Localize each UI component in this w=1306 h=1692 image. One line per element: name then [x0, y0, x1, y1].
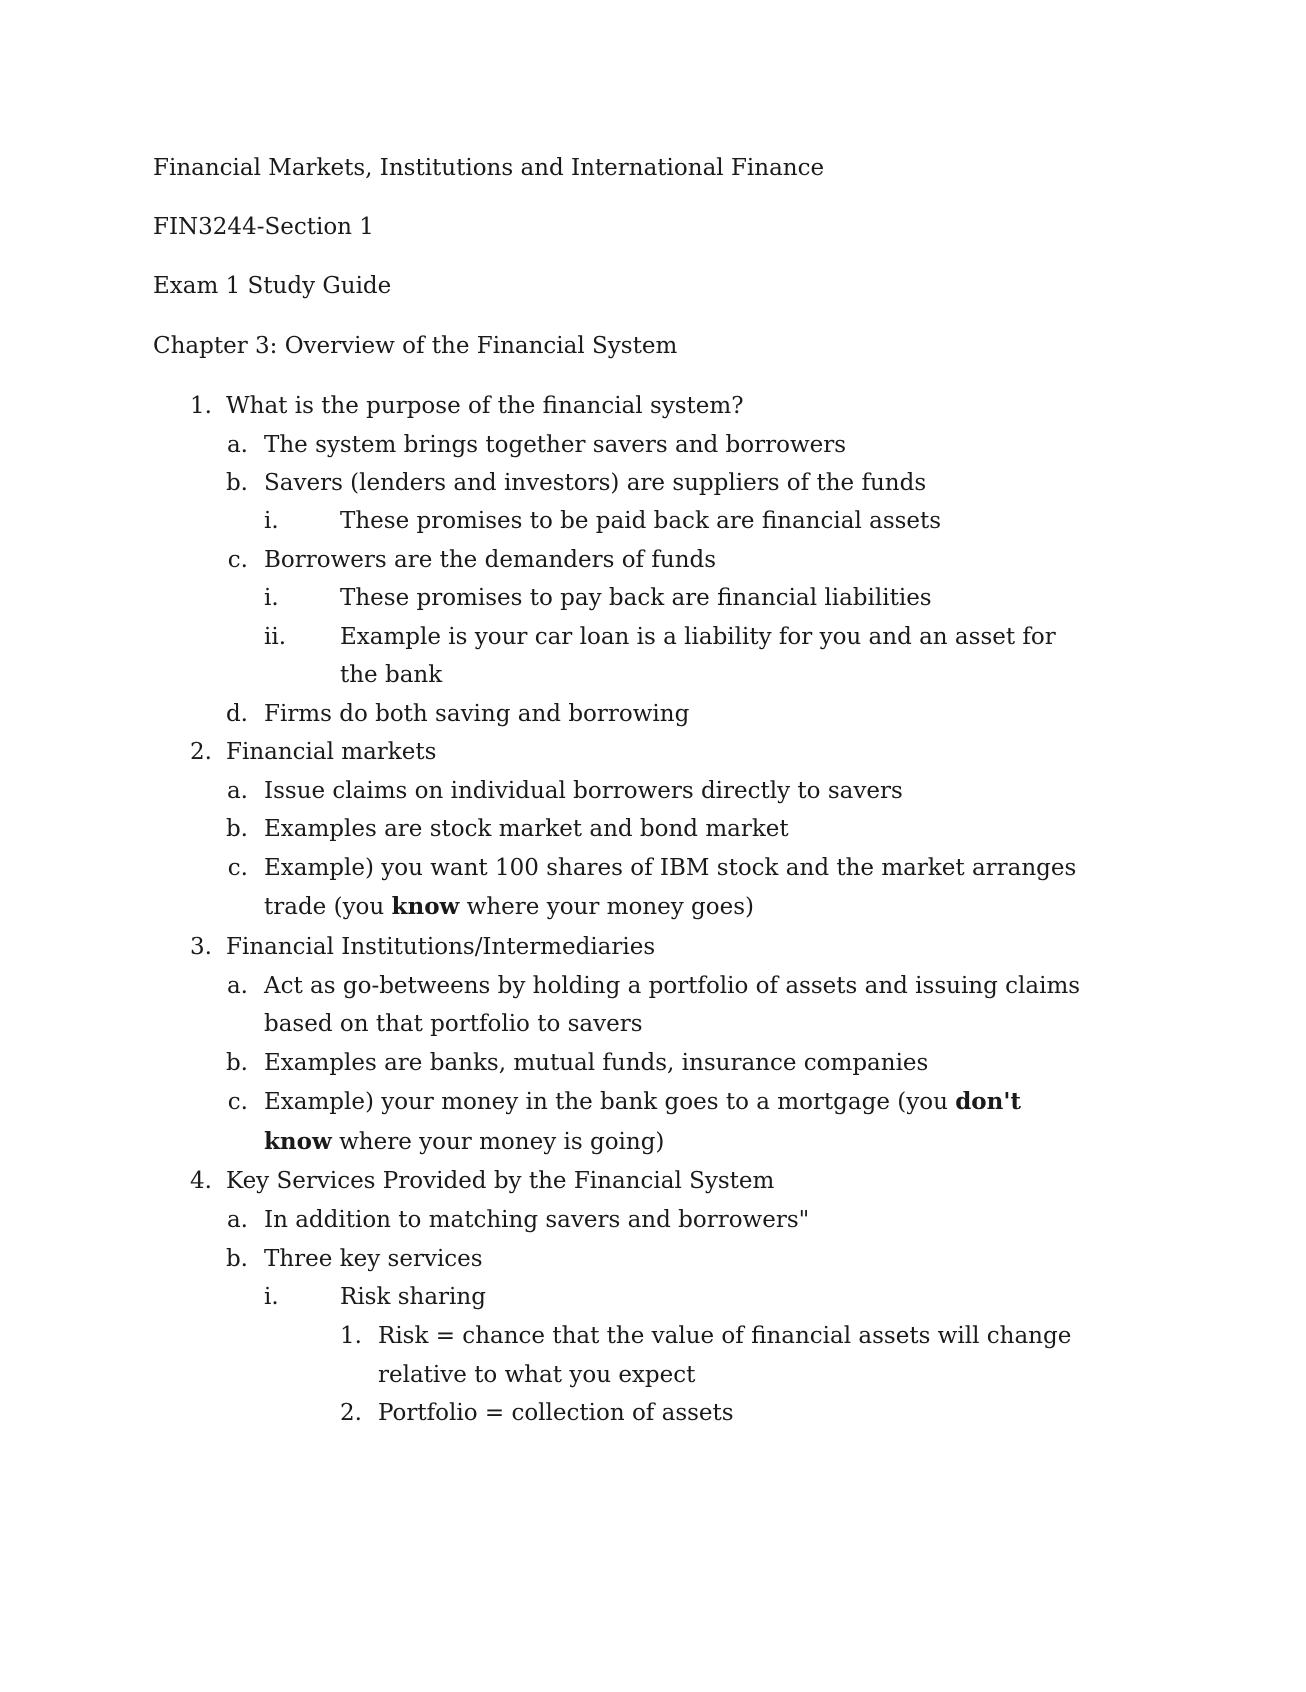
outline-item-1d	[0, 699, 1306, 729]
outline-item-1c-ii	[0, 622, 1306, 652]
course-code: FIN3244-Section 1	[153, 214, 374, 240]
outline-item-2c	[0, 853, 1306, 883]
list-marker: c.	[227, 1089, 248, 1115]
outline-item-3c-cont	[0, 1127, 1306, 1157]
outline-item-text: Three key services	[264, 1246, 483, 1272]
text-run: where your money goes)	[459, 894, 755, 920]
outline-item-1a	[0, 430, 1306, 460]
list-marker: c.	[227, 547, 248, 573]
list-marker: c.	[227, 855, 248, 881]
outline-item-text: These promises to pay back are financial liabilities	[340, 585, 932, 611]
outline-item-text	[264, 1127, 664, 1157]
outline-item-text: Risk sharing	[340, 1284, 486, 1310]
outline-item-text: Portfolio = collection of assets	[378, 1400, 734, 1426]
outline-item-1c	[0, 545, 1306, 575]
list-marker: i.	[264, 585, 279, 611]
outline-item-text: Borrowers are the demanders of funds	[264, 547, 717, 573]
list-marker: a.	[226, 432, 248, 458]
list-marker: b.	[225, 470, 248, 496]
bold-emphasis: know	[264, 1128, 332, 1155]
list-marker: 4.	[190, 1168, 212, 1194]
outline-item-text: Act as go-betweens by holding a portfolio of assets and issuing claims	[264, 973, 1081, 999]
outline-item-text: Example is your car loan is a liability for you and an asset for	[340, 624, 1056, 650]
outline-item-text: What is the purpose of the financial system?	[226, 393, 744, 419]
outline-item-3a-cont	[0, 1009, 1306, 1039]
outline-item-text: Financial markets	[226, 739, 437, 765]
text-run: trade (you	[264, 894, 392, 920]
list-marker: 2.	[190, 739, 212, 765]
outline-item-text: Examples are stock market and bond market	[264, 816, 789, 842]
outline-item-3b	[0, 1048, 1306, 1078]
outline-item-3a	[0, 971, 1306, 1001]
outline-item-1b	[0, 468, 1306, 498]
outline-item-4b-i	[0, 1282, 1306, 1312]
outline-item-text: In addition to matching savers and borrowers"	[264, 1207, 810, 1233]
list-marker: ii.	[264, 624, 287, 650]
text-run: where your money is going)	[331, 1129, 665, 1155]
outline-item-1	[0, 391, 1306, 421]
list-marker: a.	[226, 1207, 248, 1233]
outline-item-2c-cont	[0, 892, 1306, 922]
outline-item-text	[264, 892, 754, 922]
outline-item-text: Risk = chance that the value of financial assets will change	[378, 1323, 1072, 1349]
outline-item-4b-i-2	[0, 1398, 1306, 1428]
outline-item-4	[0, 1166, 1306, 1196]
list-marker: i.	[264, 508, 279, 534]
outline-item-text: Financial Institutions/Intermediaries	[226, 934, 656, 960]
outline-item-text: Example) you want 100 shares of IBM stock and the market arranges	[264, 855, 1077, 881]
outline-item-text: relative to what you expect	[378, 1362, 696, 1388]
list-marker: 1.	[190, 393, 212, 419]
course-title: Financial Markets, Institutions and International Finance	[153, 155, 825, 181]
list-marker: 3.	[190, 934, 212, 960]
outline-item-1c-i	[0, 583, 1306, 613]
list-marker: i.	[264, 1284, 279, 1310]
bold-emphasis: don't	[955, 1088, 1022, 1115]
outline-item-1c-ii-cont	[0, 660, 1306, 690]
list-marker: a.	[226, 778, 248, 804]
chapter-heading: Chapter 3: Overview of the Financial System	[153, 333, 678, 359]
outline-item-text: The system brings together savers and borrowers	[264, 432, 847, 458]
outline-item-text: Issue claims on individual borrowers directly to savers	[264, 778, 903, 804]
outline-item-1b-i	[0, 506, 1306, 536]
outline-item-text: Key Services Provided by the Financial System	[226, 1168, 775, 1194]
text-run: Example) your money in the bank goes to a mortgage (you	[264, 1089, 956, 1115]
outline-item-4b-i-1	[0, 1321, 1306, 1351]
list-marker: b.	[225, 1050, 248, 1076]
list-marker: a.	[226, 973, 248, 999]
outline-item-4b-i-1-cont	[0, 1360, 1306, 1390]
outline-item-text: Examples are banks, mutual funds, insurance companies	[264, 1050, 929, 1076]
outline-item-3	[0, 932, 1306, 962]
document-title: Exam 1 Study Guide	[153, 273, 392, 299]
outline-item-text: based on that portfolio to savers	[264, 1011, 643, 1037]
outline-item-text: Firms do both saving and borrowing	[264, 701, 690, 727]
outline-item-2	[0, 737, 1306, 767]
outline-item-4b	[0, 1244, 1306, 1274]
outline-item-2a	[0, 776, 1306, 806]
outline-item-text: Savers (lenders and investors) are suppliers of the funds	[264, 470, 927, 496]
outline-item-text	[264, 1087, 1021, 1117]
outline-item-2b	[0, 814, 1306, 844]
list-marker: b.	[225, 1246, 248, 1272]
outline-item-4a	[0, 1205, 1306, 1235]
list-marker: 2.	[340, 1400, 362, 1426]
list-marker: d.	[225, 701, 248, 727]
outline-item-3c	[0, 1087, 1306, 1117]
outline-item-text: the bank	[340, 662, 443, 688]
list-marker: b.	[225, 816, 248, 842]
list-marker: 1.	[340, 1323, 362, 1349]
bold-emphasis: know	[391, 893, 460, 920]
outline-item-text: These promises to be paid back are financial assets	[340, 508, 942, 534]
